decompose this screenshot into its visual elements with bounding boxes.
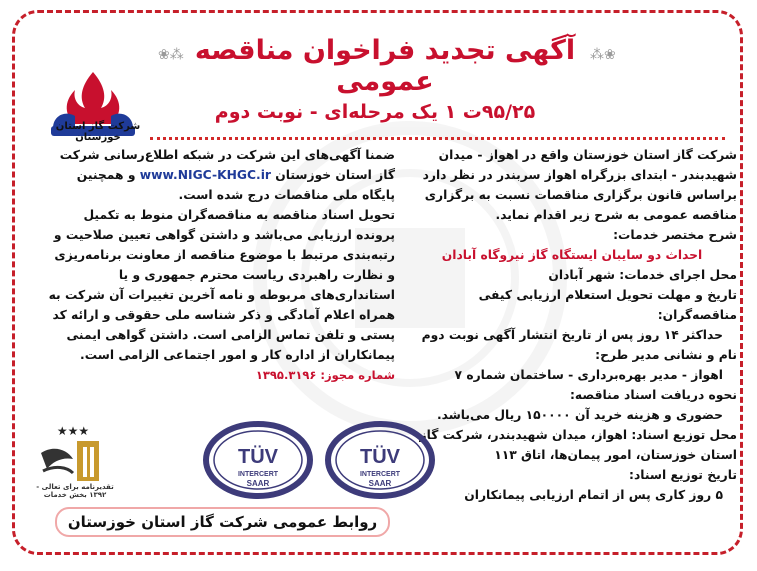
contact-heading: نام و نشانی مدیر طرح: [595, 348, 737, 362]
title-ornament-right: ⁂❀ [590, 47, 616, 63]
services-heading: شرح مختصر خدمات: [613, 228, 737, 242]
badge-caption: تقدیرنامه برای تعالی - ۱۳۹۲ بخش خدمات [36, 483, 114, 499]
right-column [407, 145, 737, 505]
docs-value: حضوری و هزینه خرید آن ۱۵۰۰۰۰ ریال می‌باشد. [436, 408, 723, 422]
tuv-sub1-left: INTERCERT [237, 471, 279, 478]
public-relations-signature: روابط عمومی شرکت گاز استان خوزستان [55, 507, 390, 537]
distribution-location: محل توزیع اسناد: اهواز، میدان شهیدبندر، شرکت گاز استان خوزستان، امور پیمان‌ها، اتاق ۱۱۳ [419, 428, 737, 462]
svg-text:★★★: ★★★ [56, 424, 90, 438]
tender-number: ۹۵/۲۵ت ۱ یک مرحله‌ای - نوبت دوم [214, 101, 536, 123]
header-divider [150, 137, 725, 140]
requirements-paragraph: تحویل اسناد مناقصه به مناقصه‌گران منوط به تکمیل پرونده ارزیابی می‌باشد و داشتن گواهی تعیین صلاحیت و رتبه‌بندی مرتبط با موضوع مناقصه از معاونت برنامه‌ریزی و نظارت راهبردی ریاست محترم جمهوری و یا استانداری‌های مربوطه و نامه آخرین تغییرات آن شرکت به همراه اعلام آمادگی و ذکر شناسه ملی حقوقی و ارائه کد پستی و تلفن تماس الزامی است. داشتن گواهی ایمنی پیمانکاران از اداره کار و امور اجتماعی الزامی است. [48, 208, 395, 362]
intro-paragraph: شرکت گاز استان خوزستان واقع در اهواز - میدان شهیدبندر - ابتدای بزرگراه اهواز سربندر در نظر دارد براساس قانون برگزاری مناقصات نسبت به برگزاری مناقصه عمومی به شرح زیر اقدام نماید. [422, 148, 737, 222]
title-ornament-left: ❀⁂ [158, 47, 184, 63]
tuv-sub2-right: SAAR [368, 479, 392, 488]
website-paragraph [45, 145, 395, 205]
deadline-heading: تاریخ و مهلت تحویل استعلام ارزیابی کیفی مناقصه‌گران: [478, 288, 737, 322]
services-value: احداث دو سایبان ایستگاه گاز نیروگاه آبادان [441, 248, 703, 262]
tuv-brand-right: TÜV [360, 446, 400, 468]
distribution-date-value: ۵ روز کاری پس از اتمام ارزیابی پیمانکاران [464, 488, 723, 502]
tuv-sub1-right: INTERCERT [359, 471, 401, 478]
docs-heading: نحوه دریافت اسناد مناقصه: [569, 388, 737, 402]
website-link[interactable]: www.NIGC-KHGC.ir [139, 168, 271, 182]
tuv-certificate-icon [202, 421, 314, 499]
license-number: شماره مجوز: ۱۳۹۵.۳۱۹۶ [255, 368, 395, 382]
deadline-value: حداکثر ۱۴ روز پس از تاریخ انتشار آگهی نوبت دوم [421, 328, 723, 342]
tuv-brand-left: TÜV [238, 446, 278, 468]
tuv-sub2-left: SAAR [246, 479, 270, 488]
tuv-certificate-icon [324, 421, 436, 499]
website-text-b: و همچنین پایگاه ملی مناقصات درج شده است. [76, 168, 395, 202]
website-text-a: ضمنا آگهی‌های این شرکت در شبکه اطلاع‌رسانی شرکت گاز استان خوزستان [59, 148, 395, 182]
certifications [107, 421, 437, 511]
left-column [45, 145, 395, 385]
contact-value: اهواز - مدیر بهره‌برداری - ساختمان شماره ۷ [454, 368, 723, 382]
ad-title: آگهی تجدید فراخوان مناقصه عمومی [194, 35, 576, 97]
logo-caption: شرکت گاز استان خوزستان [55, 121, 141, 143]
execution-location: محل اجرای خدمات: شهر آبادان [548, 268, 737, 282]
ad-frame [12, 10, 743, 555]
distribution-date-heading: تاریخ توزیع اسناد: [629, 468, 737, 482]
